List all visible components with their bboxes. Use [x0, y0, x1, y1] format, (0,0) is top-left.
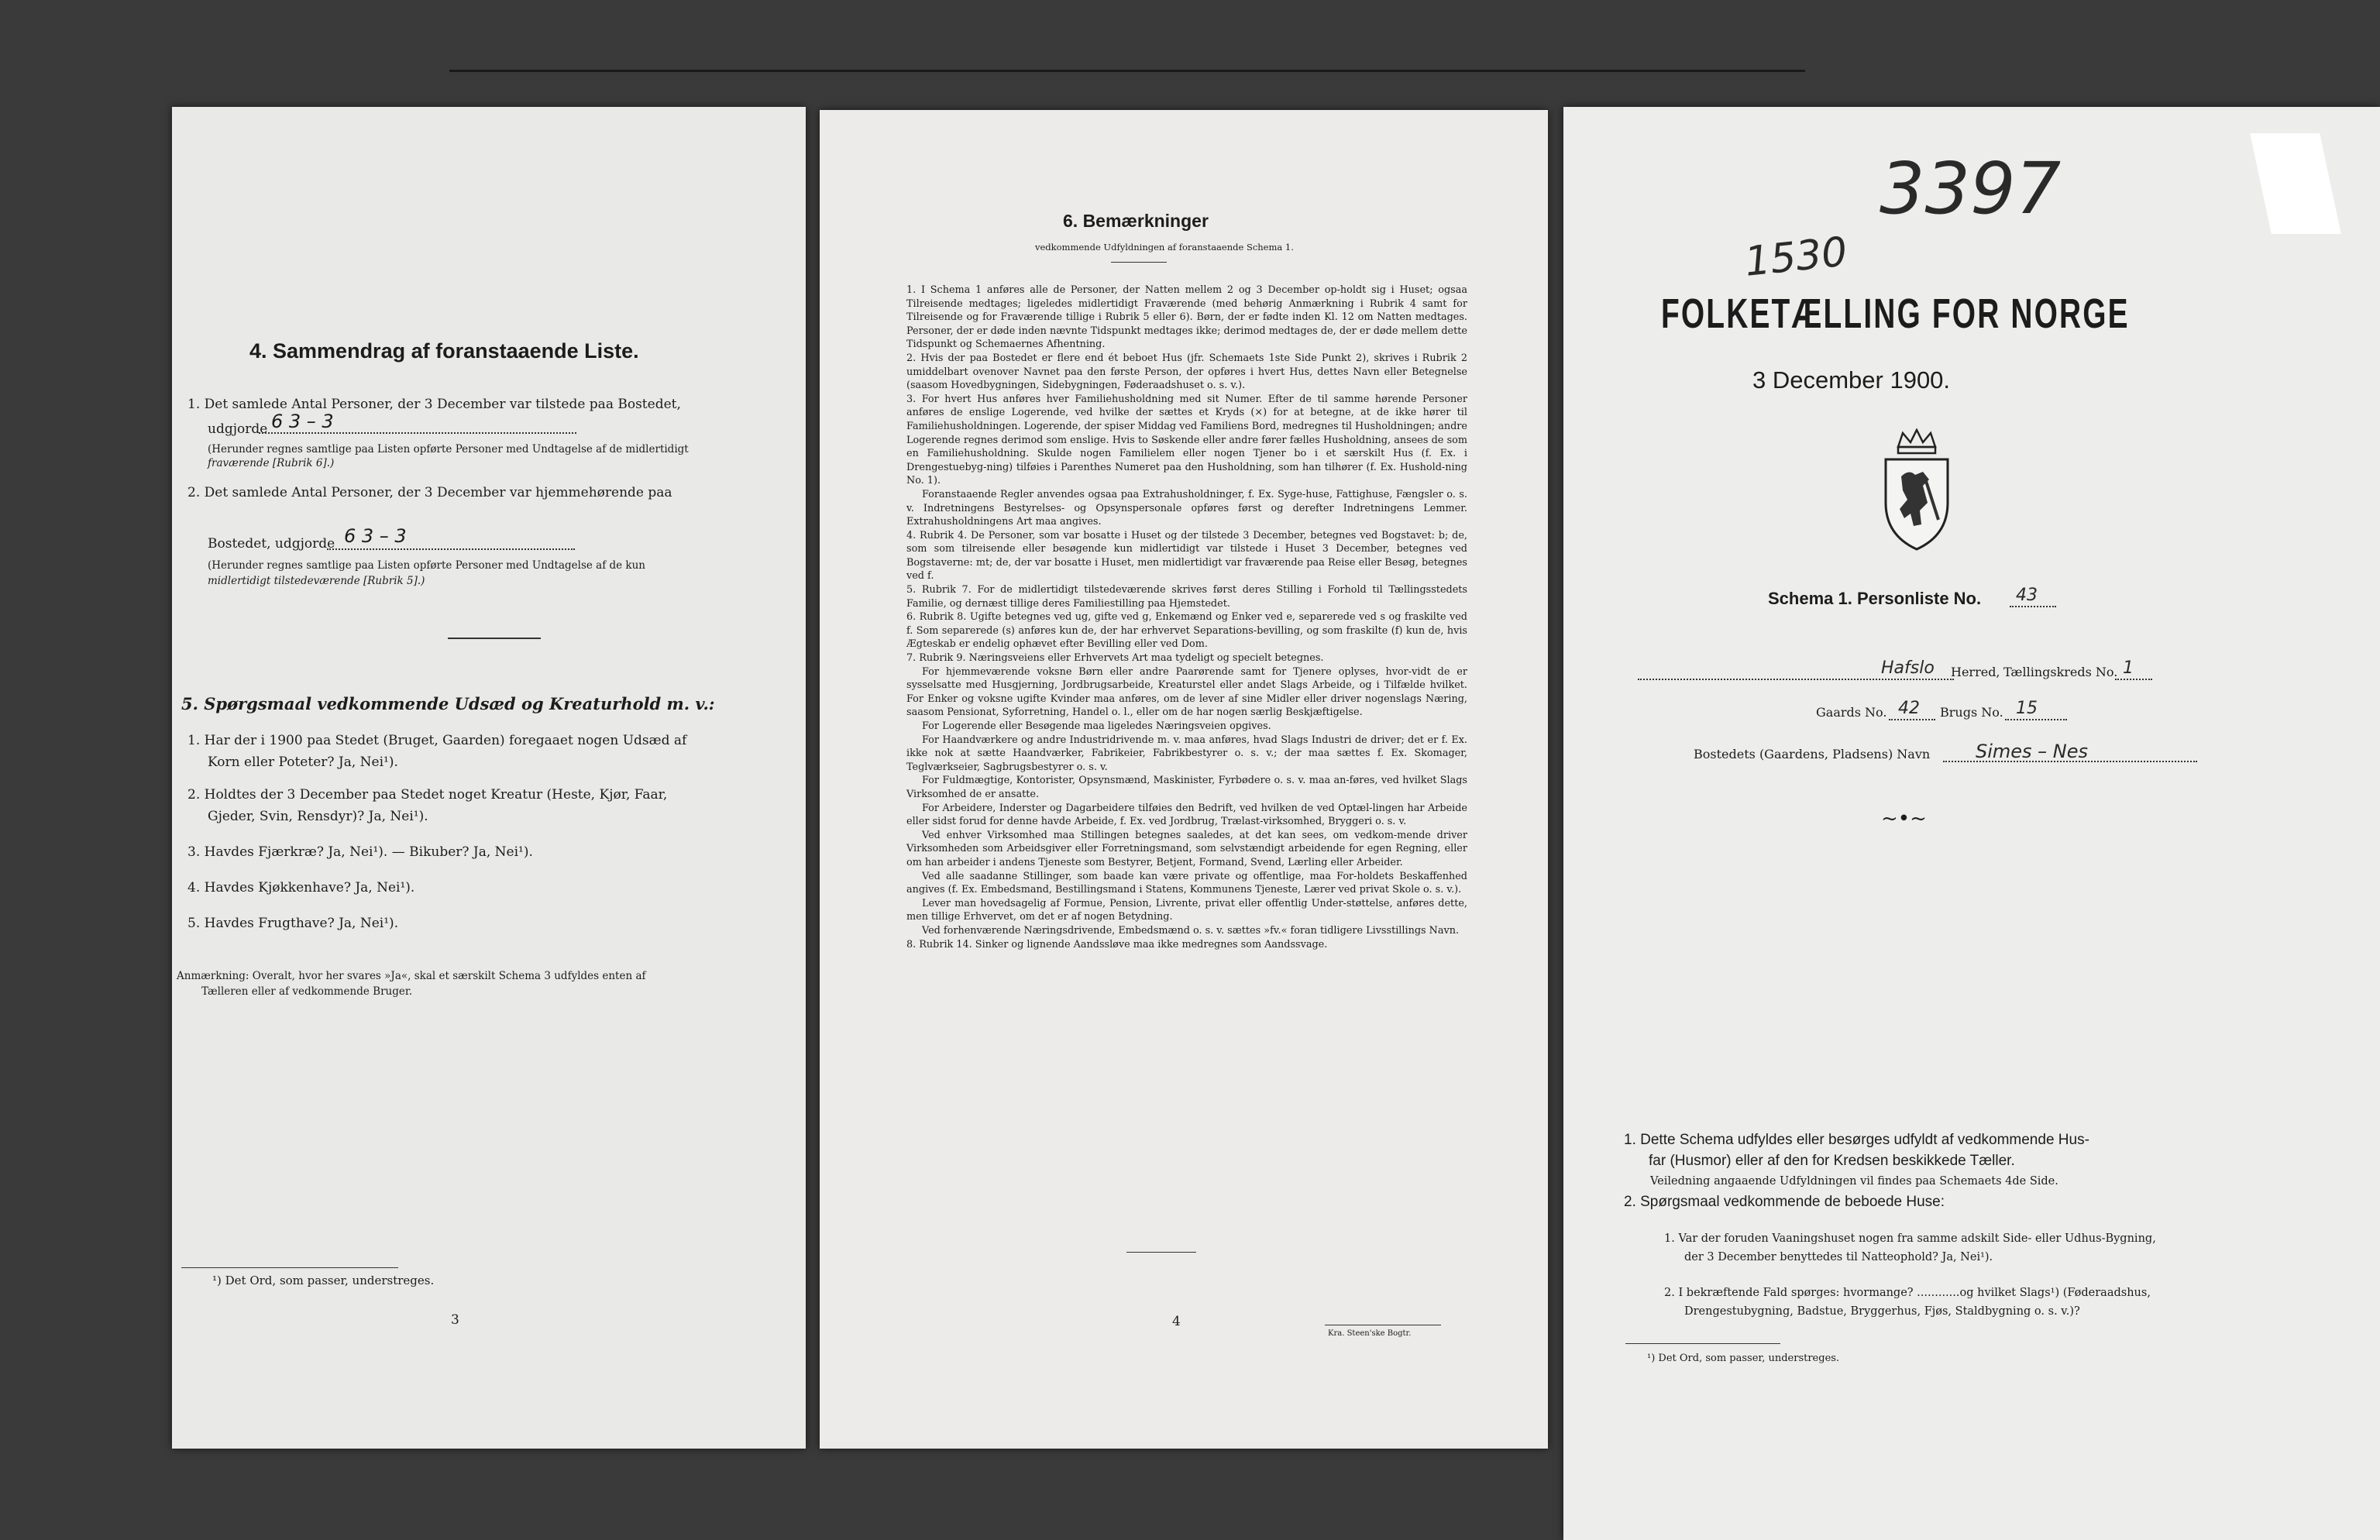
coat-of-arms-icon [1875, 428, 1959, 552]
remark-7: 7. Rubrik 9. Næringsveiens eller Erhvervets Art maa tydeligt og specielt betegnes. [906, 652, 1324, 665]
herred-value: Hafslo [1881, 658, 1935, 678]
item-1-prefix: udgjorde [208, 421, 268, 437]
house-question-2-line-2: Drengestubygning, Badstue, Bryggerhus, Fjøs, Staldbygning o. s. v.)? [1684, 1305, 2080, 1318]
note-line-1: Anmærkning: Overalt, hvor her svares »Ja«, skal et særskilt Schema 3 udfyldes enten af [177, 970, 646, 982]
remarks-list [906, 284, 1467, 951]
top-edge-line [449, 70, 1805, 72]
section-divider [448, 638, 541, 639]
handwritten-mark: 1530 [1742, 229, 1850, 286]
item-2-text: 2. Det samlede Antal Personer, der 3 December var hjemmehørende paa [187, 485, 672, 500]
gaards-value: 42 [1898, 699, 1920, 718]
footnote: ¹) Det Ord, som passer, understreges. [212, 1274, 435, 1287]
page-4 [820, 110, 1548, 1449]
section-6-subheading: vedkommende Udfyldningen af foranstaaende Schema 1. [1035, 242, 1294, 253]
bosted-value: Simes – Nes [1976, 741, 2089, 762]
question-1-line-2: Korn eller Poteter? Ja, Nei¹). [208, 755, 398, 770]
remark-1: 1. I Schema 1 anføres alle de Personer, der Natten mellem 2 og 3 December op-holdt sig i Huset; ogsaa Tilreisende medtages; ligeledes midlertidigt Fraværende (med behørig Anmærkning i Rubrik 4 samt for Tilreisende og for Fraværende tillige i Rubrik 5 eller 6). Børn, der er fødte inden Kl. 12 om Natten medtages. Personer, der er døde inden nævnte Tidspunkt medtages ikke; derimod medtages de, der er døde mellem dette Tidspunkt og Schemaernes Afhentning. [906, 284, 1467, 351]
kreds-value: 1 [2123, 658, 2134, 678]
remark-7-c: For Haandværkere og andre Industridrivende m. v. maa anføres, hvad Slags Industri de driver; det er f. Ex. ikke nok at sætte Haandværker, Fabrikeier, Fabrikbestyrer o. s. v.; der maa sættes f. Ex. Skomager, Teglværkseier, Sagbrugsbestyrer o. s. v. [906, 734, 1467, 773]
remark-3: 3. For hvert Hus anføres hver Familiehusholdning med sit Numer. Efter de til samme hørende Personer anføres de enslige Logerende, ved hvilke der sættes et Kryds (×) for at betegne, at de ikke hører til Familiehusholdningen. Logerende, der spiser Middag ved Familiens Bord, medregnes til Husholdningen; andre Logerende regnes derimod som enslige. Hvis to Søskende eller andre fører fælles Husholdning, ansees de som en Familiehusholdning. Skulde nogen Familielem eller nogen Tjener bo i et særskilt Hus (f. Ex. i Drengestuebyg-ning) tilføies i Parenthes Numeret paa den Husholdning, som han tilhører (f. Ex. Hushold-ning No. 1). [906, 393, 1467, 487]
remark-3-cont: Foranstaaende Regler anvendes ogsaa paa Extrahusholdninger, f. Ex. Syge-huse, Fattighuse, Fængsler o. s. v. Indretningens Bestyrelses- og Opsynspersonale opføres først og derefter Indretningens Lemmer. Extrahusholdningens Art maa angives. [906, 488, 1467, 528]
item-1-text: 1. Det samlede Antal Personer, der 3 December var tilstede paa Bostedet, [187, 397, 681, 412]
remark-7-b: For Logerende eller Besøgende maa ligeledes Næringsveien opgives. [922, 720, 1271, 732]
remark-2: 2. Hvis der paa Bostedet er flere end ét beboet Hus (jfr. Schemaets 1ste Side Punkt 2), skrives i Rubrik 2 umiddelbart ovenover Navnet paa den første Person, der opføres i hvert Hus, dettes Navn eller Betegnelse (saasom Hovedbygningen, Sidebygningen, Føderaadshuset o. s. v.). [906, 352, 1467, 392]
page-3 [172, 107, 806, 1449]
item-1-note-2: fraværende [Rubrik 6].) [208, 457, 335, 469]
question-3: 3. Havdes Fjærkræ? Ja, Nei¹). — Bikuber? Ja, Nei¹). [187, 844, 533, 860]
remark-4: 4. Rubrik 4. De Personer, som var bosatte i Huset og der tilstede 3 December, betegnes ved Bogstavet: b; de, som som tilreisende eller besøgende kun midlertidigt var tilstede i Huset 3 December, betegnes ved Bogstaverne: mt; de, der var bosatte i Huset, men midlertidigt var fraværende paa Reise eller Besøg, betegnes ved f. [906, 529, 1467, 583]
question-1-line-1: 1. Har der i 1900 paa Stedet (Bruget, Gaarden) foregaaet nogen Udsæd af [187, 733, 687, 748]
schema-number-value: 43 [2016, 586, 2038, 605]
question-5: 5. Havdes Frugthave? Ja, Nei¹). [187, 916, 399, 931]
brugs-label: Brugs No. [1940, 705, 2003, 720]
remark-7-d: For Fuldmægtige, Kontorister, Opsynsmænd, Maskinister, Fyrbødere o. s. v. maa an-føres, ved hvilket Slags Virksomhed de er ansatte. [906, 775, 1467, 800]
house-question-2-line-1: 2. I bekræftende Fald spørges: hvormange? ............og hvilket Slags¹) (Føderaadshus, [1664, 1287, 2151, 1299]
house-question-1-line-2: der 3 December benyttedes til Natteophold? Ja, Nei¹). [1684, 1251, 1993, 1263]
remark-7-g: Ved alle saadanne Stillinger, som baade kan være private og offentlige, maa For-holdets Beskaffenhed angives (f. Ex. Embedsmand, Bestillingsmand i Statens, Kommunens Tjeneste, Lærer ved privat Skole o. s. v.). [906, 870, 1467, 896]
section-5-heading: 5. Spørgsmaal vedkommende Udsæd og Kreaturhold m. v.: [181, 694, 715, 713]
question-2-line-1: 2. Holdtes der 3 December paa Stedet noget Kreatur (Heste, Kjør, Faar, [187, 787, 668, 803]
herred-field[interactable] [1638, 679, 1954, 680]
item-1-fill-line [259, 432, 576, 434]
heading-rule [1111, 262, 1167, 263]
item-2-handwritten: 6 3 – 3 [344, 525, 407, 547]
census-date: 3 December 1900. [1752, 366, 1951, 394]
instruction-1-line-3: Veiledning angaaende Udfyldningen vil findes paa Schemaets 4de Side. [1650, 1175, 2058, 1188]
item-1-handwritten: 6 3 – 3 [271, 411, 334, 432]
printer-imprint: Kra. Steen'ske Bogtr. [1328, 1329, 1412, 1338]
question-4: 4. Havdes Kjøkkenhave? Ja, Nei¹). [187, 880, 415, 895]
footnote-rule [181, 1267, 398, 1268]
gaards-field[interactable] [1889, 719, 1935, 720]
remark-7-a: For hjemmeværende voksne Børn eller andre Paarørende samt for Tjenere oplyses, hvor-vidt de er sysselsatte med Husgjerning, Jordbrugsarbeide, Kreaturstel eller andet Slags Arbeide, og i Tilfælde hvilket. For Enker og voksne ugifte Kvinder maa anføres, om de lever af sine Midler eller driver nogenslags Næring, saasom Pensionat, Syforretning, Handel o. l., eller om de har nogen særlig Beskjæftigelse. [906, 665, 1467, 719]
remark-5: 5. Rubrik 7. For de midlertidigt tilstedeværende skrives først deres Stilling i Forhold til Tællingsstedets Familie, og dernæst tillige deres Familiestilling paa Hjemstedet. [906, 584, 1467, 610]
cover-page [1563, 107, 2380, 1540]
brugs-field[interactable] [2005, 719, 2067, 720]
remark-8: 8. Rubrik 14. Sinker og lignende Aandssløve maa ikke medregnes som Aandssvage. [906, 938, 1328, 950]
item-2-note-1: (Herunder regnes samtlige paa Listen opførte Personer med Undtagelse af de kun [208, 559, 645, 572]
question-2-line-2: Gjeder, Svin, Rensdyr)? Ja, Nei¹). [208, 809, 428, 824]
footnote: ¹) Det Ord, som passer, understreges. [1647, 1353, 1840, 1364]
footnote-rule [1625, 1343, 1780, 1344]
note-line-2: Tælleren eller af vedkommende Bruger. [201, 985, 413, 998]
brugs-value: 15 [2016, 699, 2038, 718]
remark-7-i: Ved forhenværende Næringsdrivende, Embedsmænd o. s. v. sættes »fv.« foran tidligere Livsstillings Navn. [922, 924, 1460, 937]
page-number: 4 [1172, 1314, 1181, 1329]
instruction-1-line-1: 1. Dette Schema udfyldes eller besørges udfyldt af vedkommende Hus- [1624, 1132, 2089, 1148]
remark-7-f: Ved enhver Virksomhed maa Stillingen betegnes saaledes, at det kan sees, om vedkom-mende driver Virksomheden som Arbeidsgiver eller Forretningsmand, som selvstændigt arbeidende for egen Regning, eller om han arbeider i andens Tjeneste som Bestyrer, Betjent, Formand, Svend, Lærling eller Arbeider. [906, 829, 1467, 868]
kreds-label: Tællingskreds No. [2003, 665, 2118, 679]
kreds-field[interactable] [2115, 679, 2152, 680]
item-2-note-2: midlertidigt tilstedeværende [Rubrik 5].) [208, 575, 425, 587]
page-corner-glare [2250, 133, 2341, 234]
page-number: 3 [451, 1312, 459, 1328]
instruction-2: 2. Spørgsmaal vedkommende de beboede Huse: [1624, 1194, 1945, 1210]
schema-label: Schema 1. Personliste No. [1768, 589, 1982, 608]
item-1-note-1: (Herunder regnes samtlige paa Listen opførte Personer med Undtagelse af de midlertidigt [208, 443, 689, 455]
ornament: ~•~ [1881, 807, 1927, 830]
archive-number: 3397 [1880, 147, 2062, 230]
remark-7-h: Lever man hovedsagelig af Formue, Pension, Livrente, privat eller offentlig Under-støttelse, anføres dette, men tillige Erhvervet, om det er af nogen Betydning. [906, 897, 1467, 923]
instruction-1-line-2: far (Husmor) eller af den for Kredsen beskikkede Tæller. [1649, 1153, 2015, 1169]
document-title: FOLKETÆLLING FOR NORGE [1661, 290, 2130, 337]
house-question-1-line-1: 1. Var der foruden Vaaningshuset nogen fra samme adskilt Side- eller Udhus-Bygning, [1664, 1232, 2156, 1245]
herred-label: Herred, [1951, 665, 2000, 679]
item-2-prefix: Bostedet, udgjorde [208, 536, 335, 552]
bosted-label: Bostedets (Gaardens, Pladsens) Navn [1694, 747, 1931, 761]
bottom-rule [1126, 1252, 1196, 1253]
schema-number-field[interactable] [2010, 606, 2056, 607]
gaards-label: Gaards No. [1816, 705, 1887, 720]
remark-6: 6. Rubrik 8. Ugifte betegnes ved ug, gifte ved g, Enkemænd og Enker ved e, separerede ved s og fraskilte ved f. Som separerede (s) anføres kun de, der har erhvervet Separations-bevilling, og som fraskilte (f) kun de, hvis Ægteskab er endelig ophævet efter Bevilling eller ved Dom. [906, 611, 1467, 651]
item-2-fill-line [327, 548, 575, 550]
section-4-heading: 4. Sammendrag af foranstaaende Liste. [249, 339, 639, 363]
remark-7-e: For Arbeidere, Inderster og Dagarbeidere tilføies den Bedrift, ved hvilken de ved Optæl-lingen har Arbeide eller sidst forud for denne havde Arbeide, f. Ex. ved Jordbrug, Trælast-virksomhed, Bryggeri o. s. v. [906, 802, 1467, 828]
section-6-heading: 6. Bemærkninger [1063, 211, 1209, 231]
